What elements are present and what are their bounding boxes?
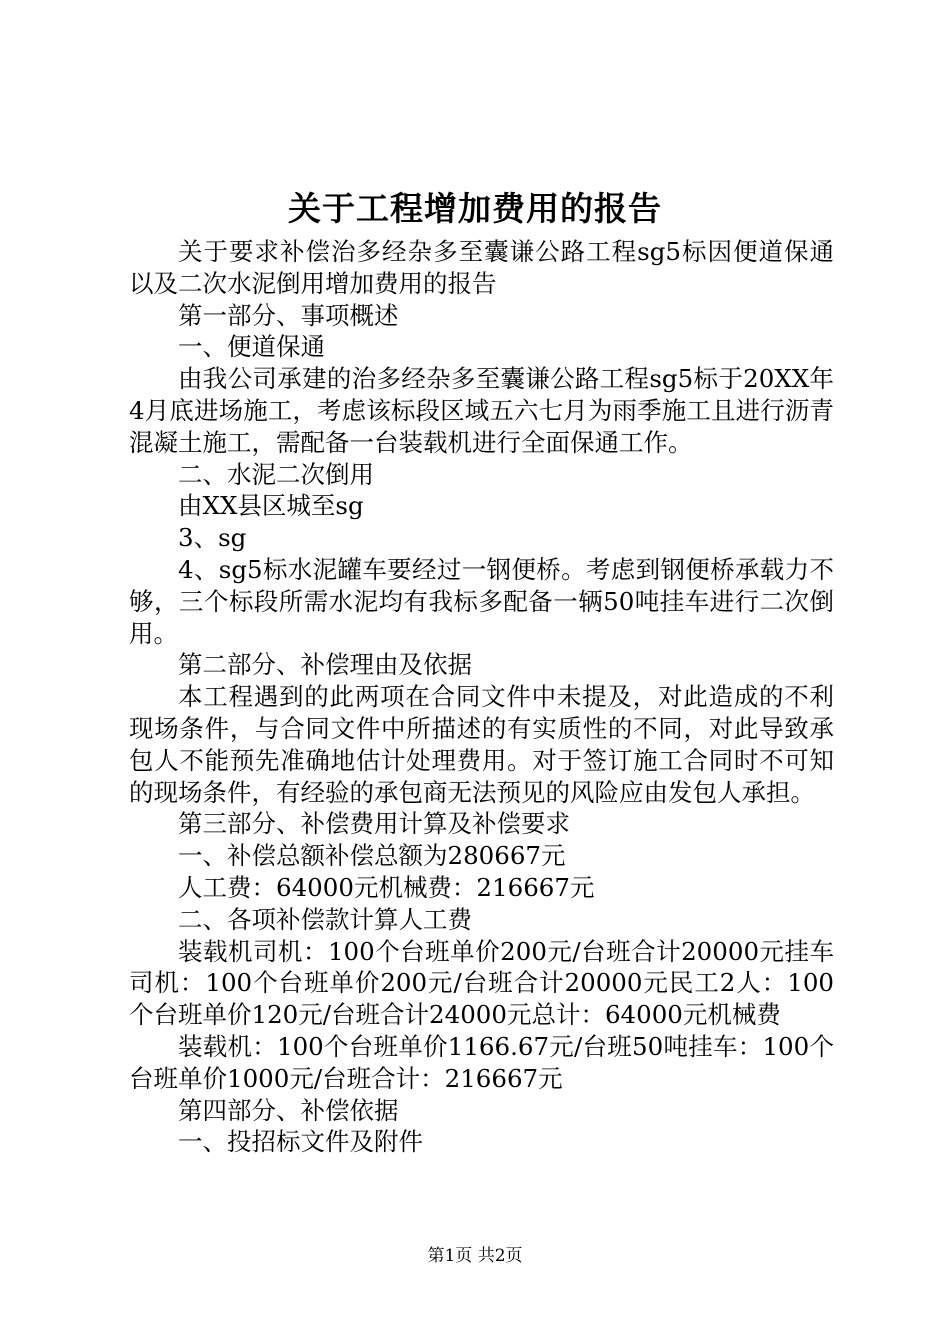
subheading-access-road: 一、便道保通 [178,332,325,362]
paragraph-access-road: 由我公司承建的治多经杂多至囊谦公路工程sg5标于20XX年4月底进场施工，考虑该标段区域五六七月为雨季施工且进行沥青混凝土施工，需配备一台装载机进行全面保通工作。 [129,364,834,457]
document-title: 关于工程增加费用的报告 [288,189,662,228]
paragraph-total: 一、补偿总额补偿总额为280667元 [178,841,566,871]
paragraph-machine-cost: 装载机：100个台班单价1166.67元/台班50吨挂车：100个台班单价1000元/台班合计：216667元 [129,1031,834,1093]
paragraph-intro: 关于要求补偿治多经杂多至囊谦公路工程sg5标因便道保通以及二次水泥倒用增加费用的报告 [129,237,834,298]
document-body [129,236,834,1158]
subheading-tender-docs: 一、投招标文件及附件 [178,1127,423,1157]
subheading-cement-transfer: 二、水泥二次倒用 [178,459,374,489]
section-heading-4: 第四部分、补偿依据 [178,1095,399,1125]
section-heading-3: 第三部分、补偿费用计算及补偿要求 [178,809,570,839]
subheading-itemized: 二、各项补偿款计算人工费 [178,904,472,934]
paragraph-item-3: 3、sg [178,523,247,553]
paragraph-cement-route: 由XX县区城至sg [178,491,364,521]
paragraph-cost-split: 人工费：64000元机械费：216667元 [178,872,595,902]
page-number: 第1页 共2页 [427,1246,523,1266]
paragraph-reason: 本工程遇到的此两项在合同文件中未提及，对此造成的不利现场条件，与合同文件中所描述的有实质性的不同，对此导致承包人不能预先准确地估计处理费用。对于签订施工合同时不可知的现场条件，有经验的承包商无法预见的风险应由发包人承担。 [129,682,834,807]
paragraph-labor-cost: 装载机司机：100个台班单价200元/台班合计20000元挂车司机：100个台班单价200元/台班合计20000元民工2人：100个台班单价120元/台班合计24000元总计：64000元机械费 [129,936,834,1030]
section-heading-1: 第一部分、事项概述 [178,300,399,330]
paragraph-item-4: 4、sg5标水泥罐车要经过一钢便桥。考虑到钢便桥承载力不够，三个标段所需水泥均有我标多配备一辆50吨挂车进行二次倒用。 [129,554,834,648]
section-heading-2: 第二部分、补偿理由及依据 [178,650,472,680]
